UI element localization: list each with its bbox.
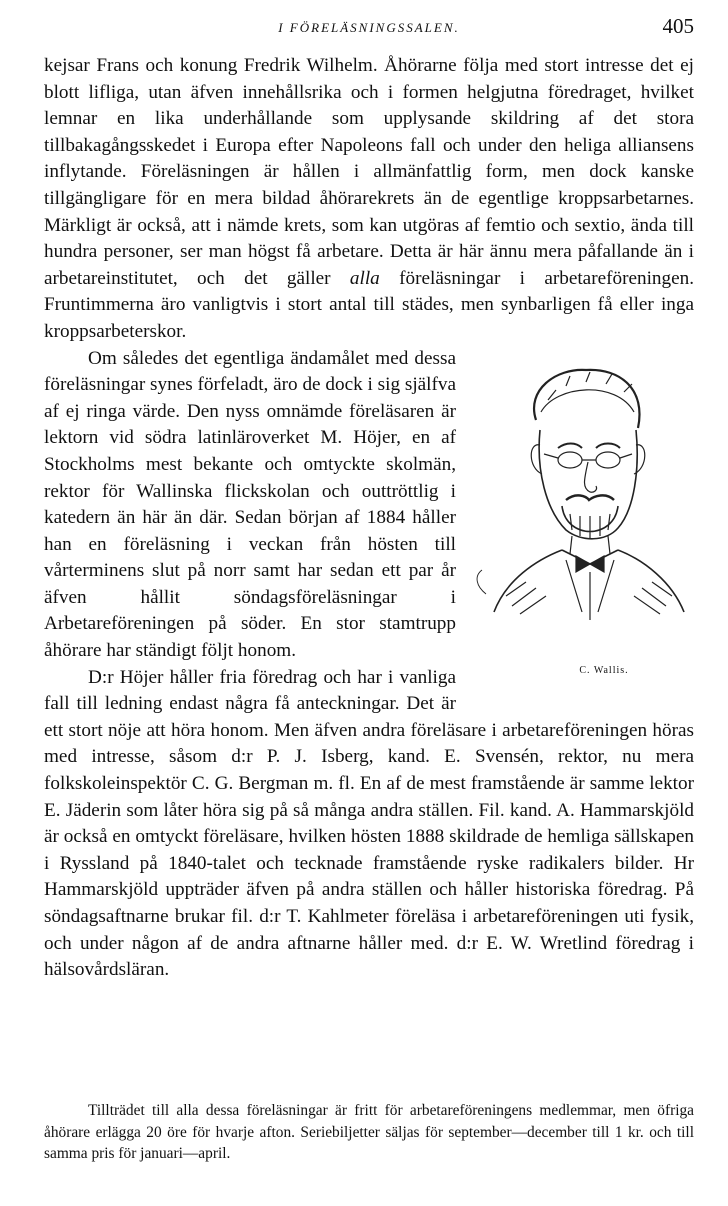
paragraph-2 [44,346,694,676]
paragraph-1 [44,53,694,346]
paragraph-1-text-b: föreläsningar i arbetareföreningen. Fruntimmerna äro vanligtvis i stort antal till städes, men synbarligen få eller inga kroppsarbeterskor. [44,267,695,342]
page-number: 405 [662,14,694,38]
portrait-engraving [466,350,698,650]
portrait-figure [466,350,698,700]
footnote [44,1100,694,1165]
paragraph-3: D:r Höjer håller fria föredrag och har i vanliga fall till ledning endast några få anteckningar. Det är ett stort nöje att höra honom. Men äfven andra föreläsare i arbetareföreningen höras med intresse, såsom d:r P. J. Isberg, kand. E. Svensén, rektor, nu mera folkskoleinspektör C. G. Bergman m. fl. En af de mest framstående är samme lektor E. Jäderin som låter höra sig på så många andra ställen. Fil. kand. A. Hammarskjöld är också en omtyckt föreläsare, hvilken hösten 1888 skildrade de hemliga sällskapen i Ryssland på 1840-talet och tecknade framstående ryske radikalers bilder. Hr Hammarskjöld uppträder äfven på andra ställen och håller historiska föredrag. På söndagsaftnarne brukar fil. d:r T. Kahlmeter föreläsa i arbetareföreningen uti fysik, och under någon af de andra aftnarne håller med. d:r E. W. Wretlind föredrag i hälsovårdsläran. [44,666,694,981]
paragraph-2-text: Om således det egentliga ändamålet med dessa föreläsningar synes förfeladt, äro de dock i sig själfva af ej ringa värde. Den nyss omnämde föreläsaren är lektorn vid södra latinläroverket M. Höjer, en af Stockholms mest bekante och omtyckte skolmän, rektor för Wallinska flickskolan och outtröttlig i katedern än här än där. Sedan början af 1884 håller han en föreläsning i veckan från hösten till vårterminens slut på norr samt har sedan ett par år äfven hållit söndagsföreläsningar i Arbetareföreningen på söder. En stor stamtrupp åhörare har ständigt följt honom. [44,347,456,662]
main-text [44,53,694,984]
emphasis-alla: alla [349,267,380,289]
running-title: I FÖRELÄSNINGSSALEN. [278,20,460,35]
page-header [44,14,694,44]
paragraph-1-text-a: kejsar Frans och konung Fredrik Wilhelm. Åhörarne följa med stort intresse det ej blott lifliga, utan äfven innehållsrika och i formen helgjutna föredraget, hvilket lemnar en lika underhållande som upplysande skildring af det stora tillbakagångsskedet i Europa efter Napoleons fall och under den heliga alliansens inflytande. Föreläsningen är hållen i allmänfattlig form, men dock kanske tillgängligare för en mera bildad åhörarekrets än de egentlige kroppsarbetarnes. Märkligt är också, att i nämde krets, som kan utgöras af femtio och sextio, ända till hundra personer, ser man högst få arbetare. Detta är här ännu mera påfallande än i arbetareinstitutet, och det gäller [44,55,694,289]
footnote-text: Tillträdet till alla dessa föreläsningar är fritt för arbetareföreningens medlemmar, men öfriga åhörare erlägga 20 öre för hvarje afton. Seriebiljetter säljas för september—december till 1 kr. och till samma pris för januari—april. [44,1102,694,1162]
figure-caption: C. Wallis. [579,664,629,676]
